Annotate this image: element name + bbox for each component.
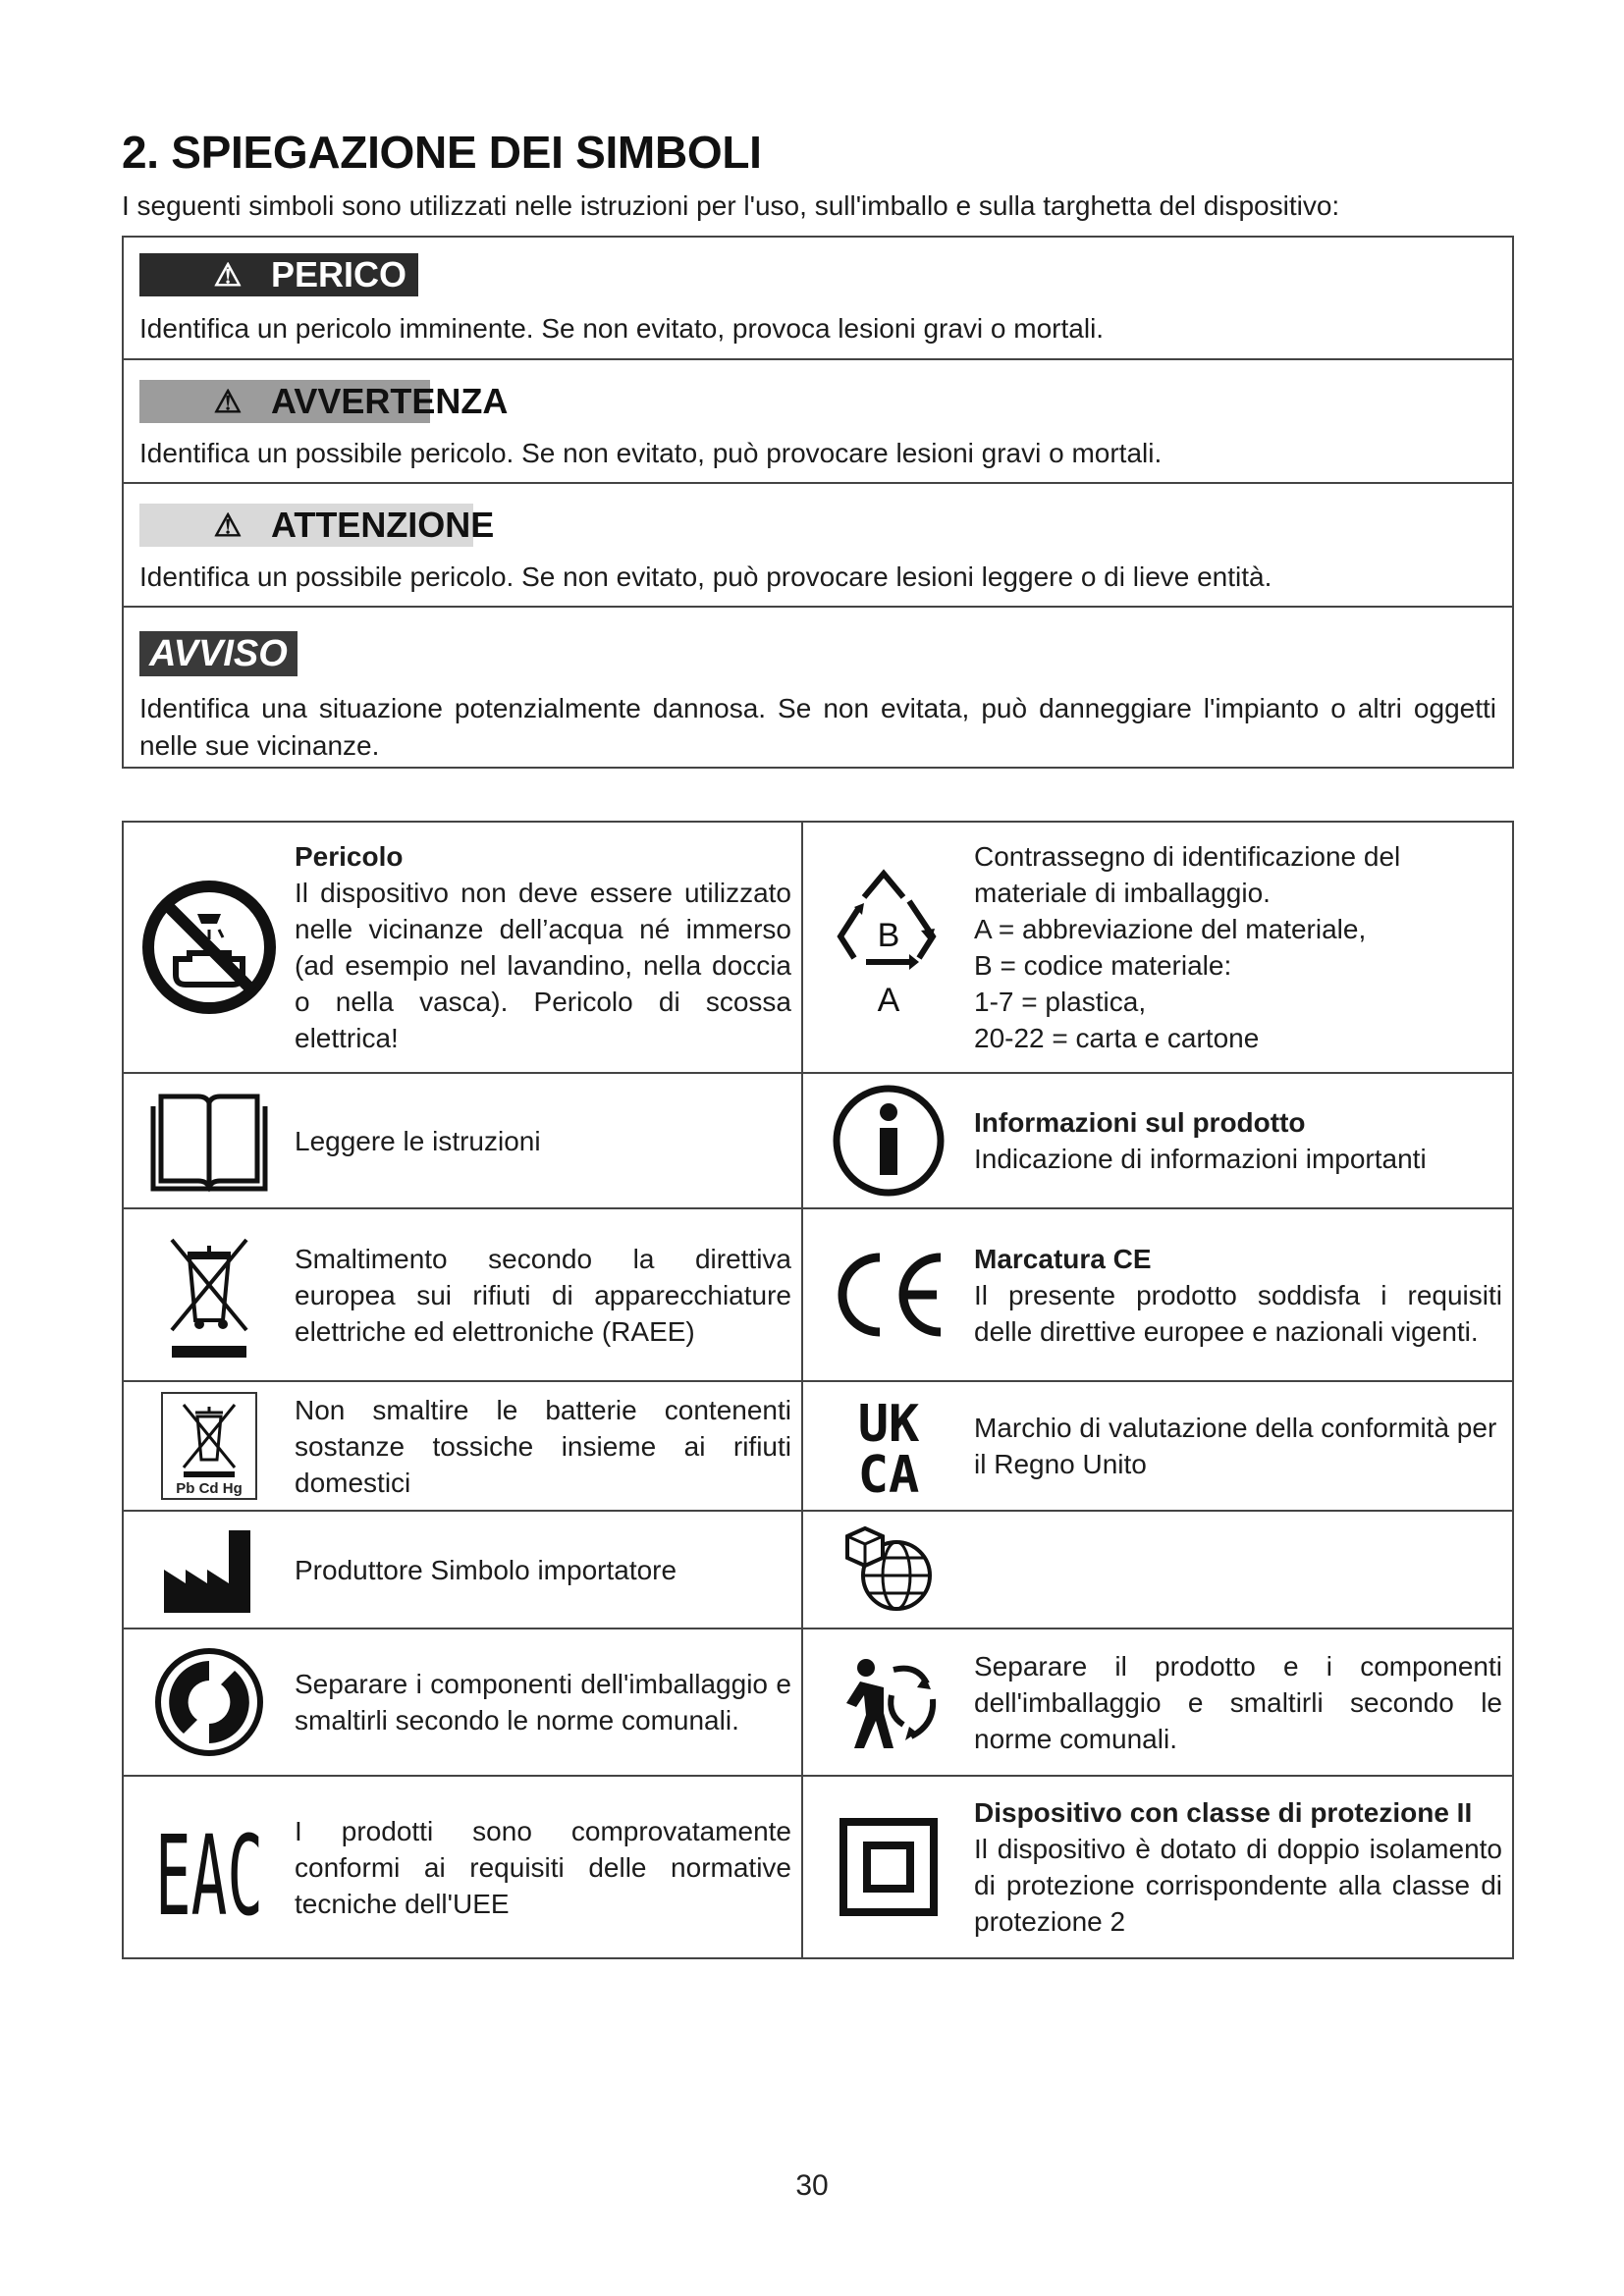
symbol-title: Marcatura CE xyxy=(974,1243,1152,1274)
danger-description: Identifica un pericolo imminente. Se non evitato, provoca lesioni gravi o mortali. xyxy=(139,313,1105,344)
caution-label: ATTENZIONE xyxy=(271,505,495,545)
ukca-mark-icon xyxy=(803,1382,974,1510)
table-row xyxy=(124,1074,1512,1209)
warning-label: AVVERTENZA xyxy=(271,381,509,421)
caution-banner xyxy=(139,504,552,547)
green-dot-icon xyxy=(124,1629,295,1775)
eac-mark-text: EAC xyxy=(155,1813,263,1941)
warning-triangle-icon: ⚠ xyxy=(213,384,243,419)
symbols-table xyxy=(122,821,1514,1959)
symbol-cell xyxy=(803,1382,1512,1510)
symbol-cell xyxy=(803,823,1512,1072)
read-instructions-icon xyxy=(124,1074,295,1207)
table-row xyxy=(124,823,1512,1074)
page-number: 30 xyxy=(795,2169,829,2202)
symbol-cell xyxy=(803,1629,1512,1775)
recycling-code-icon xyxy=(803,823,974,1072)
symbol-description: I prodotti sono comprovatamente conformi ai requisiti delle normative tecniche dell'UEE xyxy=(295,1815,791,1919)
level-warning xyxy=(124,360,1512,484)
table-row xyxy=(124,1382,1512,1512)
symbol-cell xyxy=(124,823,803,1072)
level-notice xyxy=(124,608,1512,767)
no-water-bath-icon xyxy=(124,823,295,1072)
symbol-description: Separare il prodotto e i componenti dell'imballaggio e smaltirli secondo le norme comunali. xyxy=(974,1650,1502,1754)
hazard-levels-box xyxy=(122,236,1514,769)
intro-text: I seguenti simboli sono utilizzati nelle istruzioni per l'uso, sull'imballo e sulla targhetta del dispositivo: xyxy=(122,190,1340,221)
notice-label: AVVISO xyxy=(139,631,298,676)
danger-banner xyxy=(139,253,418,296)
symbol-description-line: 20-22 = carta e cartone xyxy=(974,1023,1260,1053)
information-icon xyxy=(803,1074,974,1207)
symbol-cell xyxy=(803,1777,1512,1957)
manufacturer-icon xyxy=(124,1512,295,1628)
symbol-cell xyxy=(803,1512,1512,1628)
notice-description: Identifica una situazione potenzialmente dannosa. Se non evitata, può danneggiare l'impianto o altri oggetti nelle sue vicinanze. xyxy=(139,693,1496,761)
symbol-title: Dispositivo con classe di protezione II xyxy=(974,1797,1473,1828)
table-row xyxy=(124,1777,1512,1957)
table-row xyxy=(124,1512,1512,1629)
ce-mark-icon xyxy=(803,1209,974,1380)
symbol-cell xyxy=(124,1629,803,1775)
battery-disposal-icon xyxy=(124,1382,295,1510)
symbol-cell xyxy=(803,1074,1512,1207)
symbol-description: Il dispositivo non deve essere utilizzato nelle vicinanze dell’acqua né immerso (ad esempio nel lavandino, nella doccia o nella vasca). Pericolo di scossa elettrica! xyxy=(295,878,791,1053)
symbol-title: Informazioni sul prodotto xyxy=(974,1107,1306,1138)
symbol-description: Non smaltire le batterie contenenti sostanze tossiche insieme ai rifiuti domestici xyxy=(295,1394,791,1498)
danger-label: PERICO xyxy=(271,254,407,294)
symbol-description: Il presente prodotto soddisfa i requisiti delle direttive europee e nazionali vigenti. xyxy=(974,1279,1502,1347)
warning-triangle-icon: ⚠ xyxy=(213,507,243,543)
warning-description: Identifica un possibile pericolo. Se non evitato, può provocare lesioni gravi o mortali. xyxy=(139,438,1163,468)
level-caution xyxy=(124,484,1512,608)
symbol-description: Smaltimento secondo la direttiva europea sui rifiuti di apparecchiature elettriche ed elettroniche (RAEE) xyxy=(295,1243,791,1347)
triman-icon xyxy=(803,1629,974,1775)
ukca-bottom-text: CA xyxy=(857,1446,920,1505)
symbol-cell xyxy=(803,1209,1512,1380)
eac-mark-icon xyxy=(124,1777,295,1957)
symbol-description: Il dispositivo è dotato di doppio isolamento di protezione corrispondente alla classe di protezione 2 xyxy=(974,1834,1502,1937)
recycling-code-bottom: A xyxy=(877,982,900,1019)
warning-banner xyxy=(139,380,552,423)
symbol-description: Separare i componenti dell'imballaggio e smaltirli secondo le norme comunali. xyxy=(295,1669,791,1735)
importer-globe-icon xyxy=(803,1512,974,1628)
caution-description: Identifica un possibile pericolo. Se non evitato, può provocare lesioni leggere o di lieve entità. xyxy=(139,561,1272,592)
symbol-cell xyxy=(124,1074,803,1207)
warning-triangle-icon: ⚠ xyxy=(213,257,243,293)
protection-class-ii-icon xyxy=(803,1777,974,1957)
symbol-description-line: A = abbreviazione del materiale, xyxy=(974,914,1367,944)
weee-crossed-bin-icon xyxy=(124,1209,295,1380)
symbol-description-line: Contrassegno di identificazione del materiale di imballaggio. xyxy=(974,841,1401,908)
symbol-description-line: B = codice materiale: xyxy=(974,950,1232,981)
table-row xyxy=(124,1629,1512,1777)
symbol-title: Pericolo xyxy=(295,841,404,872)
battery-chemicals-caption: Pb Cd Hg xyxy=(176,1480,243,1497)
symbol-description-line: 1-7 = plastica, xyxy=(974,987,1147,1017)
page-title: 2. SPIEGAZIONE DEI SIMBOLI xyxy=(122,127,762,178)
symbol-description: Produttore Simbolo importatore xyxy=(295,1554,677,1585)
symbol-cell xyxy=(124,1382,803,1510)
symbol-description: Leggere le istruzioni xyxy=(295,1125,541,1156)
recycling-code-top: B xyxy=(877,917,900,954)
table-row xyxy=(124,1209,1512,1382)
level-danger xyxy=(124,238,1512,360)
symbol-description: Marchio di valutazione della conformità per il Regno Unito xyxy=(974,1413,1497,1479)
symbol-cell xyxy=(124,1512,803,1628)
symbol-cell xyxy=(124,1777,803,1957)
ukca-top-text: UK xyxy=(857,1395,920,1454)
symbol-cell xyxy=(124,1209,803,1380)
symbol-description: Indicazione di informazioni importanti xyxy=(974,1144,1427,1174)
